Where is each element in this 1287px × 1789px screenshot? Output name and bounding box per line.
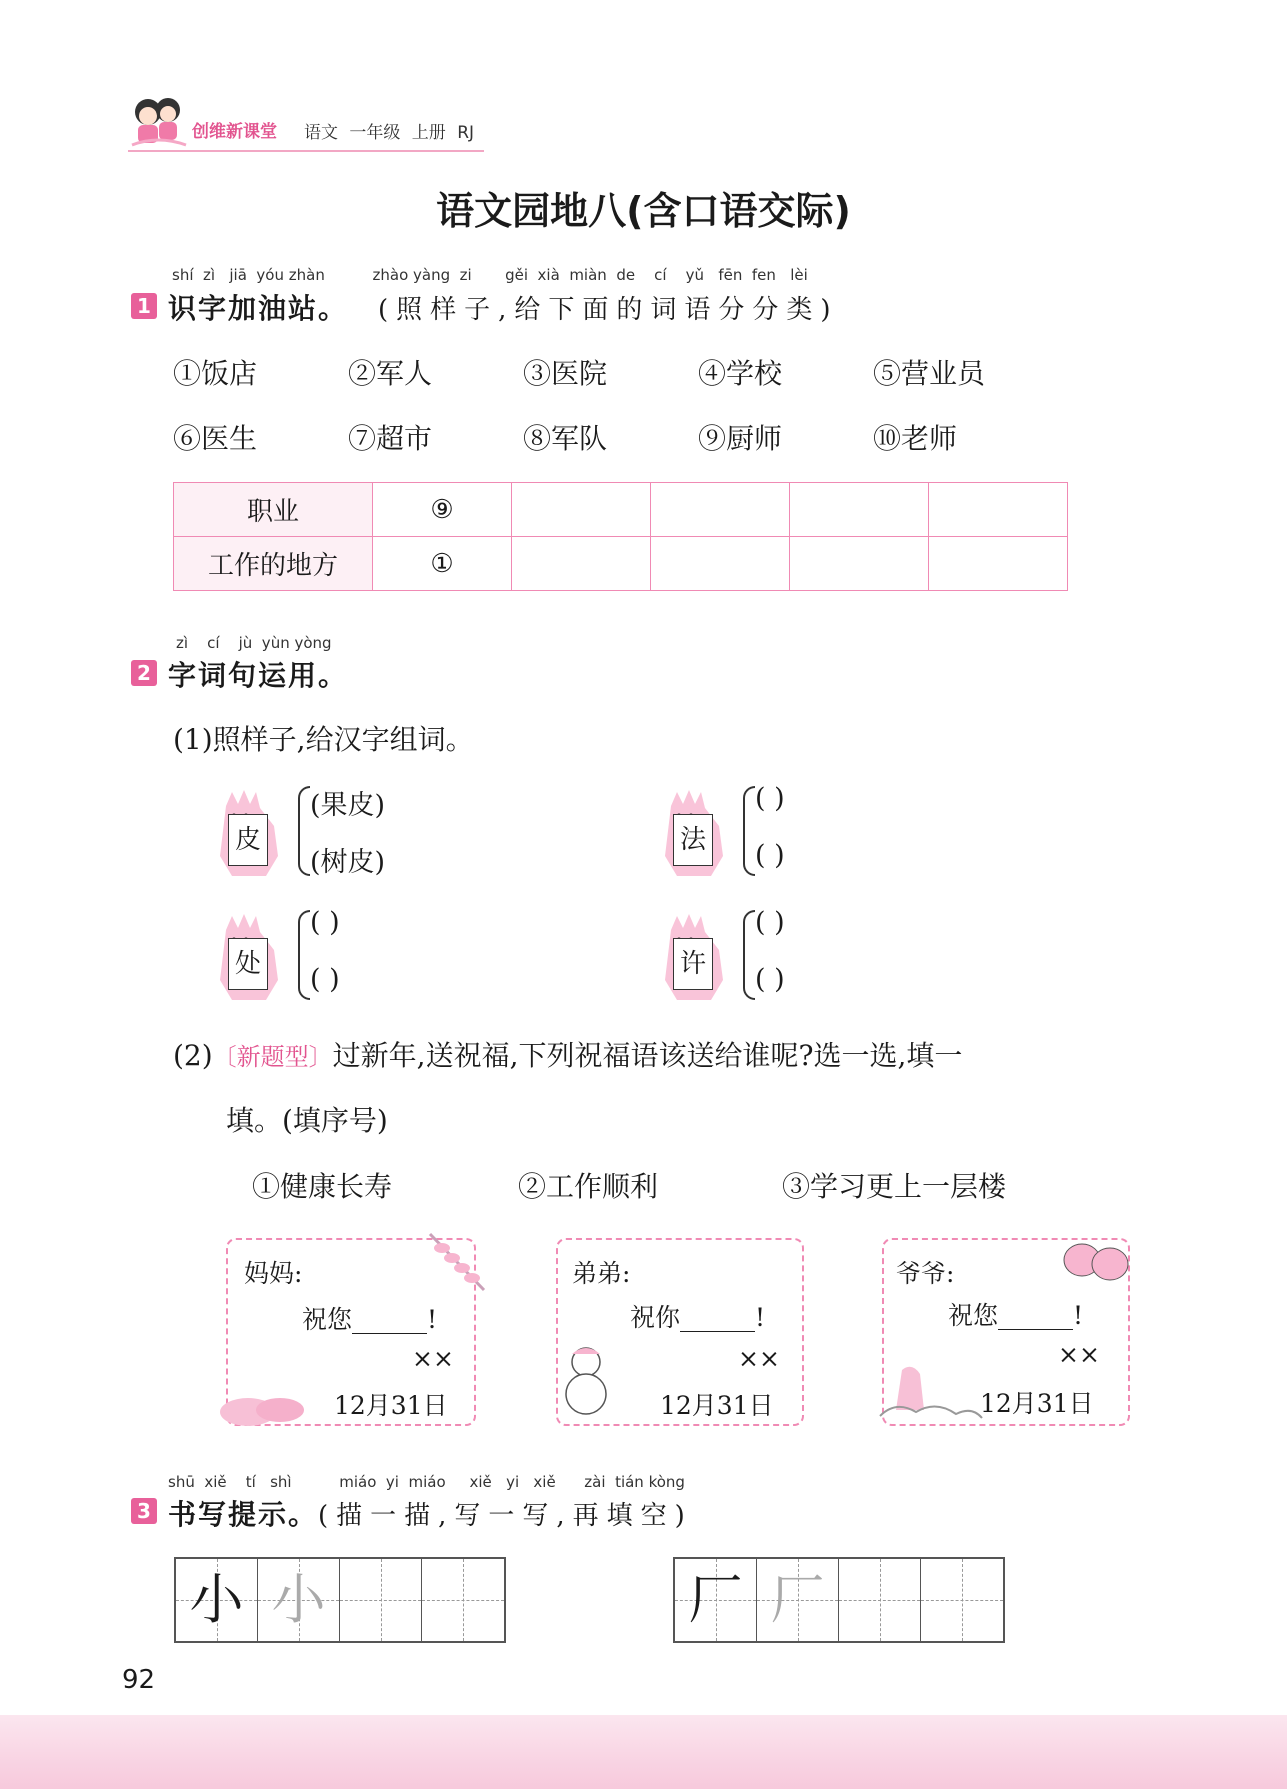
answer-cell[interactable] [929, 537, 1068, 591]
kids-logo-icon [128, 90, 188, 150]
page-title: 语文园地八(含口语交际) [436, 189, 851, 233]
word-item: ⑤营业员 [873, 357, 986, 390]
answer-cell[interactable] [651, 537, 790, 591]
card-wish-blank[interactable]: 祝您______! [302, 1305, 438, 1334]
classification-table [173, 482, 1068, 591]
writing-grid-chang [673, 1557, 1005, 1643]
word-item: ⑦超市 [348, 422, 433, 455]
q2-sub1: (1)照样子,给汉字组词。 [173, 723, 474, 756]
table-example-cell: ① [373, 537, 512, 591]
answer-cell[interactable] [512, 483, 651, 537]
word-item: ⑧军队 [523, 422, 608, 455]
grid-cell-blank[interactable] [422, 1559, 504, 1641]
book-info: 语文 一年级 上册 RJ [304, 123, 475, 143]
table-row-label: 职业 [174, 483, 373, 537]
q1-title: 识字加油站。 [168, 292, 349, 325]
brace [743, 910, 755, 1000]
q3-number-badge: 3 [131, 1498, 157, 1524]
grid-cell [176, 1559, 258, 1641]
char-box: 许 [673, 938, 713, 990]
answer-cell[interactable] [790, 537, 929, 591]
q1-pinyin: shí zì jiā yóu zhàn zhào yàng zi gěi xià miàn de cí yǔ fēn fen lèi [172, 266, 808, 284]
page-number: 92 [122, 1665, 156, 1695]
word-item: ⑩老师 [873, 422, 958, 455]
card-recipient: 弟弟: [572, 1259, 631, 1288]
word-item: ⑨厨师 [698, 422, 783, 455]
q2-pinyin: zì cí jù yùn yòng [176, 634, 332, 652]
word-answer-blank[interactable]: ( ) [755, 840, 785, 871]
sub2-prefix: (2) [173, 1039, 213, 1072]
word-item: ④学校 [698, 357, 783, 390]
cloud-rock-icon [876, 1360, 986, 1424]
card-date: 12月31日 [660, 1391, 774, 1420]
grid-cell-blank[interactable] [839, 1559, 921, 1641]
word-item: ②军人 [348, 357, 433, 390]
q2-title: 字词句运用。 [168, 659, 349, 692]
gold-ingot-icon [218, 1380, 308, 1430]
snowman-icon [556, 1340, 626, 1420]
q1-number-badge: 1 [131, 293, 157, 319]
wish-option: ①健康长寿 [252, 1170, 393, 1203]
word-answer-blank[interactable]: ( ) [755, 783, 785, 814]
grid-cell [258, 1559, 340, 1641]
q3-instruction: (描一描,写一写,再填空) [318, 1501, 693, 1531]
card-sender: ×× [738, 1344, 780, 1373]
q3-title: 书写提示。 [168, 1498, 319, 1531]
table-row-label: 工作的地方 [174, 537, 373, 591]
q1-instruction: (照样子,给下面的词语分分类) [378, 295, 839, 325]
card-sender: ×× [412, 1344, 454, 1373]
word-answer: (树皮) [310, 847, 386, 878]
writing-grid-xiao [174, 1557, 506, 1643]
q3-pinyin: shū xiě tí shì miáo yi miáo xiě yi xiě zài tián kòng [168, 1473, 685, 1491]
lantern-icon [1060, 1236, 1132, 1290]
word-item: ⑥医生 [173, 422, 258, 455]
card-recipient: 爷爷: [896, 1259, 955, 1288]
brace [298, 786, 310, 876]
grid-cell [675, 1559, 757, 1641]
brace [743, 786, 755, 876]
model-char: 小 [189, 1568, 244, 1631]
answer-cell[interactable] [790, 483, 929, 537]
word-answer-blank[interactable]: ( ) [310, 907, 340, 938]
sub2-text: 过新年,送祝福,下列祝福语该送给谁呢?选一选,填一 [332, 1039, 963, 1072]
word-answer: (果皮) [310, 790, 386, 821]
char-box: 处 [228, 938, 268, 990]
word-item: ③医院 [523, 357, 608, 390]
wish-option: ②工作顺利 [518, 1170, 659, 1203]
answer-cell[interactable] [929, 483, 1068, 537]
card-date: 12月31日 [980, 1389, 1094, 1418]
grid-cell-blank[interactable] [340, 1559, 422, 1641]
answer-cell[interactable] [651, 483, 790, 537]
grid-cell [757, 1559, 839, 1641]
q2-sub2-line2: 填。(填序号) [226, 1104, 388, 1137]
q2-number-badge: 2 [131, 660, 157, 686]
brace [298, 910, 310, 1000]
char-box: 法 [673, 814, 713, 866]
table-example-cell: ⑨ [373, 483, 512, 537]
card-wish-blank[interactable]: 祝您______! [948, 1301, 1084, 1330]
word-answer-blank[interactable]: ( ) [310, 964, 340, 995]
new-type-tag: 〔新题型〕 [212, 1043, 333, 1071]
word-answer-blank[interactable]: ( ) [755, 964, 785, 995]
trace-char[interactable]: 小 [271, 1568, 326, 1631]
model-char: 厂 [688, 1568, 743, 1631]
card-sender: ×× [1058, 1340, 1100, 1369]
card-wish-blank[interactable]: 祝你______! [630, 1303, 766, 1332]
header-divider [128, 150, 484, 152]
answer-cell[interactable] [512, 537, 651, 591]
char-box: 皮 [228, 814, 268, 866]
word-item: ①饭店 [173, 357, 258, 390]
footer-band [0, 1715, 1287, 1789]
brand-name: 创维新课堂 [192, 122, 277, 142]
q2-sub2-line1 [173, 1034, 962, 1074]
word-answer-blank[interactable]: ( ) [755, 907, 785, 938]
grid-cell-blank[interactable] [921, 1559, 1003, 1641]
firecracker-icon [424, 1230, 496, 1306]
trace-char[interactable]: 厂 [770, 1568, 825, 1631]
card-date: 12月31日 [334, 1391, 448, 1420]
card-recipient: 妈妈: [244, 1259, 303, 1288]
wish-option: ③学习更上一层楼 [782, 1170, 1007, 1203]
